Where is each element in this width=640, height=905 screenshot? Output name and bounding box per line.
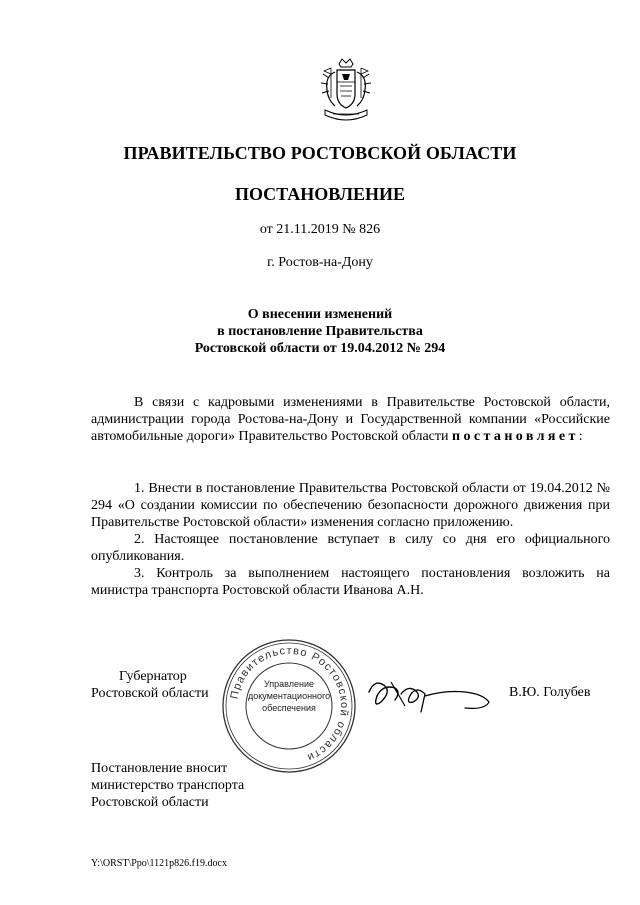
coat-of-arms-emblem (315, 58, 377, 126)
decree-item-1: 1. Внести в постановление Правительства Ростовской области от 19.04.2012 № 294 «О создании комиссии по обеспечению безопасности дорожного движения при Правительстве Ростовской области» изменения согласно приложению. (91, 481, 610, 530)
introduced-by-line-3: Ростовской области (91, 795, 209, 810)
seal-ring-text: Правительство Ростовской области (228, 644, 351, 764)
signatory-title-line-2: Ростовской области (91, 686, 209, 701)
official-seal (220, 637, 358, 775)
subject-line-1: О внесении изменений (247, 307, 393, 322)
decree-items (91, 480, 610, 599)
subject-line-3: Ростовской области от 19.04.2012 № 294 (194, 341, 446, 356)
seal-inner-text (248, 678, 330, 714)
seal-inner-line-2: документационного (248, 691, 331, 701)
preamble (91, 394, 610, 445)
decree-item-3: 3. Контроль за выполнением настоящего постановления возложить на министра транспорта Ростовской области Иванова А.Н. (91, 566, 610, 598)
seal-inner-line-3: обеспечения (262, 703, 316, 713)
introduced-by-line-2: министерство транспорта (91, 778, 245, 793)
introduced-by-line-1: Постановление вносит (91, 761, 228, 776)
date-number: от 21.11.2019 № 826 (259, 222, 381, 237)
seal-inner-line-1: Управление (263, 679, 315, 689)
subject-line-2: в постановление Правительства (217, 324, 423, 339)
signatory-title-line-1: Губернатор (119, 669, 187, 684)
signatory-title (91, 668, 231, 702)
handwritten-signature (365, 672, 495, 722)
document-subject (0, 306, 640, 357)
coat-of-arms-icon (315, 58, 377, 126)
preamble-paragraph (91, 394, 610, 445)
city-line: г. Ростов-на-Дону (267, 255, 373, 270)
decree-colon: : (578, 429, 583, 444)
document-type-title: ПОСТАНОВЛЕНИЕ (234, 184, 406, 204)
preamble-text: В связи с кадровыми изменениями в Правительстве Ростовской области, администрации города Ростова-на-Дону и Государственной компании «Российские автомобильные дороги» Правительство Ростовской области (91, 395, 610, 444)
introduced-by-block (91, 760, 244, 811)
signature-icon (365, 672, 495, 722)
file-path-reference: Y:\ORST\Ppo\1121p826.f19.docx (91, 858, 227, 869)
decree-item-2: 2. Настоящее постановление вступает в силу со дня его официального опубликования. (91, 532, 610, 564)
signatory-name: В.Ю. Голубев (509, 685, 591, 700)
organization-title: ПРАВИТЕЛЬСТВО РОСТОВСКОЙ ОБЛАСТИ (123, 143, 517, 163)
decree-word: постановляет (452, 429, 579, 444)
